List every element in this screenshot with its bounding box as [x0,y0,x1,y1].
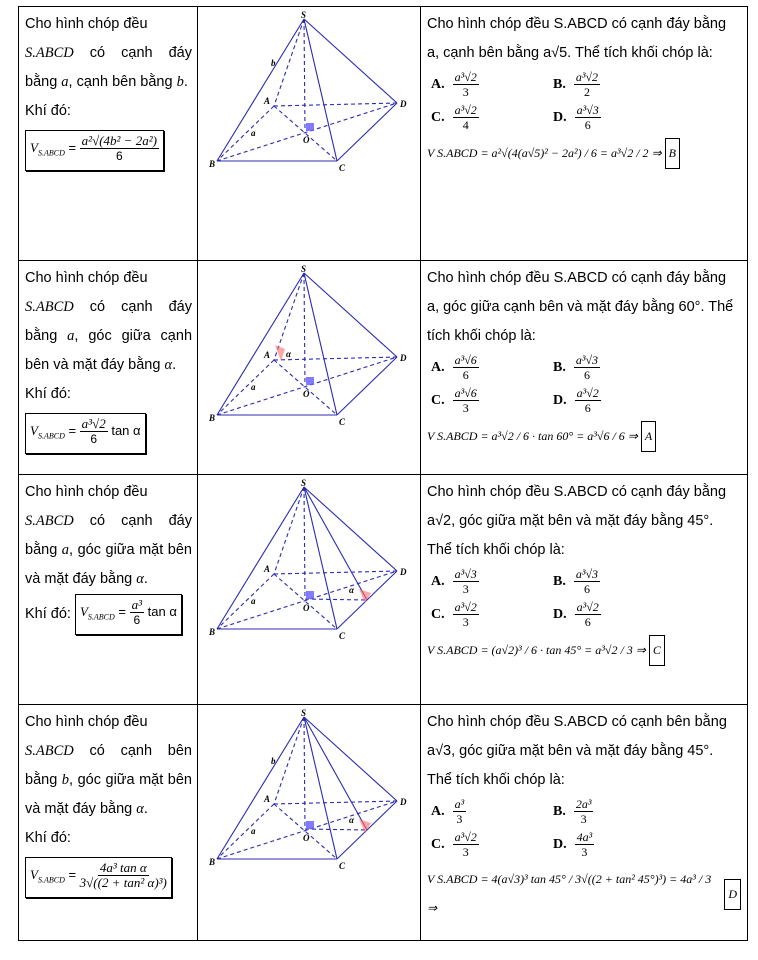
theory-var2: α [164,357,173,373]
theory-khido: Khí đó: [25,103,71,119]
option-label: D. [553,837,567,852]
label-side-a: a [251,596,256,606]
option-d[interactable] [553,386,703,415]
theory-cell: Cho hình chóp đều S.ABCD có cạnh đáy bằng a, góc giữa cạnh bên và mặt đáy bằng α. Khí đó: $V_{S.ABCD}$ = $\frac{\text{a³√2}}{6}$ tan α [19,261,198,475]
option-num: 2a³ [575,797,592,811]
theory-formula: $V_{S.ABCD}$ = $\frac{\text{a²√(4b² − 2a²)}}{6}$ [25,130,164,171]
option-b[interactable] [553,567,703,596]
theory-var2: b [176,74,184,90]
figure-cell [198,7,421,261]
theory-var1: a [61,542,70,558]
apothem-foot [305,829,367,830]
label-a: A [264,350,271,360]
formula-sub: S.ABCD [87,612,115,622]
apothem-foot [305,599,367,600]
edge-sd [304,19,397,103]
label-o: O [303,833,310,843]
answer-options [427,797,741,859]
theory-cond1: có cạnh đáy bằng [25,513,192,558]
edge-ad [274,357,397,360]
label-side-b: b [271,58,276,68]
pyramid-figure [209,265,409,435]
option-den: 3 [456,812,463,826]
theory-var2: α [136,801,144,817]
theory-cond1: có cạnh đáy bằng [25,299,192,344]
option-a[interactable] [431,567,553,596]
theory-intro: Cho hình chóp đều [25,714,148,730]
label-b: B [209,857,216,867]
edge-ad [274,103,397,106]
theory-cell: Cho hình chóp đều S.ABCD có cạnh đáy bằng a, góc giữa mặt bên và mặt đáy bằng α. Khí đó: $V_{S.ABCD}$ = $\frac{\text{a³}}{6}$ tan α [19,475,198,705]
solution-text: V S.ABCD = 4(a√3)³ tan 45° / 3√((2 + tan² 45°)³) = 4a³ / 3 ⇒ [427,872,712,915]
option-num: a³√3 [576,103,599,117]
option-num: a³√3 [575,353,599,367]
apothem-line [304,487,367,600]
edge-sa [274,19,304,106]
option-d[interactable] [553,830,703,859]
label-c: C [339,631,346,641]
height-so [304,19,305,131]
edge-sd [304,487,397,571]
answer-options [427,353,741,415]
question-cell [421,705,748,941]
option-label: B. [553,77,566,92]
formula-sub: S.ABCD [37,875,65,885]
figure-cell [198,705,421,941]
formula-tail: tan α [147,604,177,619]
height-so [304,273,305,385]
question-text: Cho hình chóp đều S.ABCD có cạnh bên bằng a√3, góc giữa mặt bên và mặt đáy bằng 45°. Thể tích khối chóp là: [427,714,727,788]
option-label: C. [431,110,445,125]
table-row [19,475,748,705]
formula-table [18,6,748,941]
label-d: D [400,353,407,363]
solution-text: V S.ABCD = (a√2)³ / 6 · tan 45° = a³√2 / 3 ⇒ [427,643,646,657]
table-row [19,705,748,941]
option-c[interactable] [431,103,553,132]
label-c: C [339,417,346,427]
table-row [19,7,748,261]
solution-line [427,865,741,923]
label-s: S [301,709,307,718]
option-label: A. [431,77,445,92]
pyramid-figure [209,11,409,181]
edge-sb [217,487,304,629]
option-den: 2 [583,85,590,99]
option-label: A. [431,574,445,589]
label-b: B [209,627,216,637]
formula-sub: S.ABCD [37,431,65,441]
theory-khido: Khí đó: [25,830,71,846]
edge-sa [274,717,304,804]
edge-cd [337,357,397,415]
figure-cell [198,261,421,475]
edge-sb [217,717,304,859]
option-num: a³√2 [454,830,477,844]
option-label: A. [431,360,445,375]
theory-var2: α [136,571,144,587]
answer-box: A [641,421,656,452]
label-a: A [264,96,271,106]
option-label: C. [431,837,445,852]
theory-khido: Khí đó: [25,386,71,402]
answer-options [427,70,741,132]
answer-box: D [724,879,741,910]
option-den: 3 [462,615,469,629]
formula-den: 6 [133,613,141,628]
theory-object: S.ABCD [25,513,74,529]
edge-cd [337,103,397,161]
option-num: a³√2 [454,103,477,117]
option-den: 6 [462,368,469,382]
theory-intro: Cho hình chóp đều [25,484,148,500]
option-den: 4 [462,118,469,132]
label-o: O [303,389,310,399]
formula-num: 4a³ tan α [99,860,147,876]
edge-sb [217,273,304,415]
option-b[interactable] [553,70,703,99]
label-alpha: α [349,585,354,595]
formula-lhs: V [30,423,38,438]
formula-den: 3√((2 + tan² α)³) [79,875,167,891]
option-den: 3 [581,845,588,859]
right-angle-marker [306,123,314,131]
theory-var1: a [61,74,69,90]
option-num: a³√6 [454,353,477,367]
diag-ac [274,574,337,629]
label-d: D [400,567,407,577]
right-angle-marker [306,377,314,385]
theory-cell: Cho hình chóp đều S.ABCD có cạnh bên bằng b, góc giữa mặt bên và mặt đáy bằng α. Khí đó: $V_{S.ABCD}$ = $\frac{\text{4a³ tan α}}{\text{3√((2 + tan² α)³)}}$ [19,705,198,941]
option-den: 3 [580,812,587,826]
option-num: 4a³ [576,830,593,844]
option-d[interactable] [553,600,703,629]
label-b: B [209,159,216,169]
angle-marker [359,589,371,603]
option-num: a³√2 [576,386,599,400]
theory-formula: $V_{S.ABCD}$ = $\frac{\text{4a³ tan α}}{\text{3√((2 + tan² α)³)}}$ [25,857,172,898]
option-den: 3 [462,85,469,99]
option-num: a³√2 [576,600,599,614]
diag-ac [274,360,337,415]
option-num: a³√3 [575,567,599,581]
answer-box: C [649,635,665,666]
option-num: a³√2 [454,600,477,614]
theory-khido: Khí đó: [25,605,71,622]
solution-line [427,421,741,452]
option-den: 6 [584,118,591,132]
theory-object: S.ABCD [25,743,74,759]
theory-cond1: có cạnh đáy bằng [25,45,192,90]
option-d[interactable] [553,103,703,132]
formula-lhs: V [30,140,38,155]
formula-tail: tan α [111,423,141,438]
answer-box: B [665,138,680,169]
option-c[interactable] [431,600,553,629]
theory-cond2: , góc giữa mặt bên và mặt đáy bằng [25,772,192,817]
theory-cond2: , góc giữa mặt bên và mặt đáy bằng [25,542,192,587]
angle-marker [359,819,371,833]
solution-text: V S.ABCD = a²√(4(a√5)² − 2a²) / 6 = a³√2 / 2 ⇒ [427,146,662,160]
formula-den: 6 [90,432,98,447]
label-s: S [301,479,307,488]
right-angle-marker [306,591,314,599]
option-den: 3 [462,582,469,596]
label-side-a: a [251,128,256,138]
theory-formula: $V_{S.ABCD}$ = $\frac{\text{a³√2}}{6}$ tan α [25,413,146,454]
theory-var1: b [61,772,70,788]
option-a[interactable] [431,70,553,99]
theory-var1: a [67,328,75,344]
theory-formula: $V_{S.ABCD}$ = $\frac{\text{a³}}{6}$ tan α [75,594,182,635]
option-den: 3 [462,401,469,415]
label-c: C [339,861,346,871]
formula-num: a³ [131,597,143,613]
table-row [19,261,748,475]
theory-intro: Cho hình chóp đều [25,16,148,32]
label-alpha: α [286,349,291,359]
question-text: Cho hình chóp đều S.ABCD có cạnh đáy bằng a, cạnh bên bằng a√5. Thể tích khối chóp là: [427,16,727,61]
label-side-b: b [271,756,276,766]
option-b[interactable] [553,797,703,826]
theory-object: S.ABCD [25,45,74,61]
option-num: a³ [454,797,465,811]
diag-bd [217,571,397,629]
option-label: A. [431,804,445,819]
diag-bd [217,801,397,859]
diag-bd [217,357,397,415]
option-den: 6 [584,615,591,629]
label-o: O [303,603,310,613]
edge-sd [304,273,397,357]
option-den: 6 [583,368,590,382]
option-c[interactable] [431,386,553,415]
option-den: 3 [462,845,469,859]
theory-cond2: , cạnh bên bằng [68,74,173,90]
theory-object: S.ABCD [25,299,74,315]
formula-num: a²√(4b² − 2a²) [81,133,157,149]
edge-sd [304,717,397,801]
option-label: B. [553,360,566,375]
question-cell [421,261,748,475]
option-c[interactable] [431,830,553,859]
option-label: B. [553,804,566,819]
theory-cond1: có cạnh bên bằng [25,743,193,788]
label-alpha: α [349,815,354,825]
option-num: a³√2 [575,70,599,84]
option-label: C. [431,607,445,622]
figure-cell [198,475,421,705]
diag-ac [274,804,337,859]
option-label: C. [431,393,445,408]
label-d: D [400,99,407,109]
label-a: A [264,794,271,804]
diag-ac [274,106,337,161]
question-text: Cho hình chóp đều S.ABCD có cạnh đáy bằng a√2, góc giữa mặt bên và mặt đáy bằng 45°. Thể tích khối chóp là: [427,484,727,558]
question-cell [421,475,748,705]
formula-den: 6 [115,149,123,164]
formula-lhs: V [79,604,88,619]
solution-line [427,138,741,169]
label-d: D [400,797,407,807]
height-so [304,487,305,599]
formula-sub: S.ABCD [37,148,65,158]
option-num: a³√3 [454,567,477,581]
option-b[interactable] [553,353,703,382]
solution-text: V S.ABCD = a³√2 / 6 · tan 60° = a³√6 / 6 ⇒ [427,429,638,443]
label-side-a: a [251,826,256,836]
solution-line [427,635,741,666]
theory-cond2: , góc giữa cạnh bên và mặt đáy bằng [25,328,193,373]
label-side-a: a [251,382,256,392]
option-num: a³√2 [454,70,477,84]
question-text: Cho hình chóp đều S.ABCD có cạnh đáy bằng a, góc giữa cạnh bên và mặt đáy bằng 60°. Thể tích khối chóp là: [427,270,734,344]
option-label: B. [553,574,566,589]
pyramid-figure [209,709,409,879]
option-a[interactable] [431,797,553,826]
apothem-line [304,717,367,830]
option-den: 6 [583,582,590,596]
label-s: S [301,265,307,274]
label-c: C [339,163,346,173]
edge-ad [274,801,397,804]
height-so [304,717,305,829]
pyramid-figure [209,479,409,649]
option-label: D. [553,393,567,408]
label-s: S [301,11,307,20]
label-o: O [303,135,310,145]
theory-cell: Cho hình chóp đều S.ABCD có cạnh đáy bằng a, cạnh bên bằng b. Khí đó: $V_{S.ABCD}$ = $\frac{\text{a²√(4b² − 2a²)}}{6}$ [19,7,198,261]
edge-sa [274,487,304,574]
label-b: B [209,413,216,423]
formula-num: a³√2 [81,416,106,432]
option-num: a³√6 [454,386,477,400]
question-cell [421,7,748,261]
formula-lhs: V [30,867,38,882]
theory-intro: Cho hình chóp đều [25,270,148,286]
label-a: A [264,564,271,574]
answer-options [427,567,741,629]
edge-ad [274,571,397,574]
diag-bd [217,103,397,161]
option-den: 6 [584,401,591,415]
option-label: D. [553,607,567,622]
option-label: D. [553,110,567,125]
option-a[interactable] [431,353,553,382]
edge-sb [217,19,304,161]
right-angle-marker [306,821,314,829]
